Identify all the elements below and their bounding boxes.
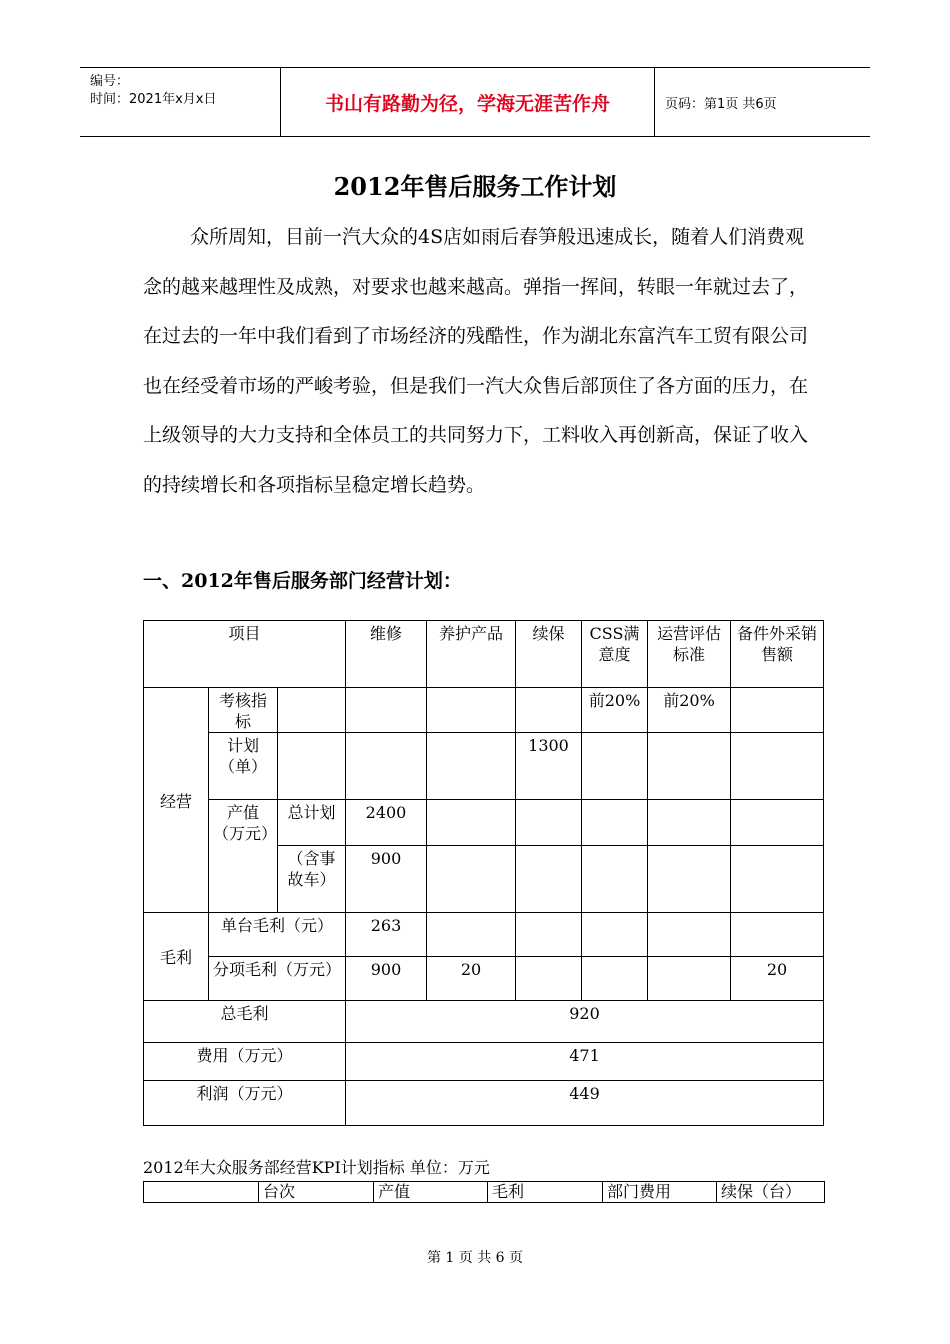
- table-row: [144, 957, 824, 1001]
- header-css: CSS满意度: [582, 621, 648, 688]
- header-meta: [80, 68, 280, 136]
- kpi-header-profit: 毛利: [488, 1182, 603, 1203]
- page-header: [80, 67, 870, 137]
- group-operation: 经营: [144, 688, 209, 913]
- document-title: 2012年售后服务工作计划: [333, 172, 617, 201]
- row-label-expense: 费用（万元）: [144, 1043, 346, 1081]
- cell-expense: 471: [346, 1043, 824, 1081]
- kpi-header-blank: [144, 1182, 259, 1203]
- cell-kpi-ops: 前20%: [648, 688, 731, 733]
- cell-item-profit-maintenance: 20: [427, 957, 516, 1001]
- row-label-unit-profit: 单台毛利（元）: [209, 913, 346, 957]
- row-label-total-profit: 总毛利: [144, 1001, 346, 1043]
- cell-profit: 449: [346, 1081, 824, 1126]
- cell-item-profit-parts: 20: [731, 957, 824, 1001]
- kpi-header-output: 产值: [374, 1182, 488, 1203]
- cell-item-profit-repair: 900: [346, 957, 427, 1001]
- table-row: [144, 1001, 824, 1043]
- kpi-caption: 2012年大众服务部经营KPI计划指标 单位：万元: [143, 1158, 490, 1177]
- header-repair: 维修: [346, 621, 427, 688]
- header-page-code: 页码：第1页 共6页: [665, 96, 777, 112]
- intro-text: 众所周知，目前一汽大众的4S店如雨后春笋般迅速成长，随着人们消费观念的越来越理性及成熟，对要求也越来越高。弹指一挥间，转眼一年就过去了，在过去的一年中我们看到了市场经济的残酷性，作为湖北东富汽车工贸有限公司也在经受着市场的严峻考验，但是我们一汽大众售后部顶住了各方面的压力，在上级领导的大力支持和全体员工的共同努力下，工料收入再创新高，保证了收入的持续增长和各项指标呈稳定增长趋势。: [143, 226, 809, 496]
- row-label-incl-accident: （含事故车）: [278, 846, 346, 913]
- page-footer: 第 1 页 共 6 页: [426, 1250, 524, 1266]
- table-row: [144, 1081, 824, 1126]
- kpi-header-count: 台次: [259, 1182, 374, 1203]
- cell-total-profit: 920: [346, 1001, 824, 1043]
- table-header-row: [144, 621, 824, 688]
- row-label-output: 产值（万元）: [209, 800, 278, 913]
- row-label-plan: 计划（单）: [209, 733, 278, 800]
- header-renewal: 续保: [516, 621, 582, 688]
- header-project: 项目: [144, 621, 346, 688]
- table-row: [144, 800, 824, 846]
- time-label: 时间：2021年x月x日: [90, 92, 217, 107]
- row-label-profit: 利润（万元）: [144, 1081, 346, 1126]
- table-row: [144, 1043, 824, 1081]
- row-label-item-profit: 分项毛利（万元）: [209, 957, 346, 1001]
- row-label-total-plan: 总计划: [278, 800, 346, 846]
- table-row: [144, 733, 824, 800]
- intro-paragraph: [143, 213, 823, 510]
- header-maintenance: 养护产品: [427, 621, 516, 688]
- table-row: [144, 913, 824, 957]
- header-parts: 备件外采销售额: [731, 621, 824, 688]
- cell-kpi-css: 前20%: [582, 688, 648, 733]
- kpi-header-renewal: 续保（台）: [717, 1182, 825, 1203]
- table-row: [144, 688, 824, 733]
- kpi-table: [143, 1181, 825, 1203]
- kpi-header-row: [144, 1182, 825, 1203]
- row-label-kpi: 考核指标: [209, 688, 278, 733]
- header-motto: 书山有路勤为径，学海无涯苦作舟: [280, 68, 655, 136]
- section-heading: 一、2012年售后服务部门经营计划：: [143, 570, 462, 592]
- business-plan-table: [143, 620, 824, 1126]
- cell-total-plan-repair: 2400: [346, 800, 427, 846]
- number-label: 编号：: [90, 74, 130, 89]
- cell-unit-profit-repair: 263: [346, 913, 427, 957]
- header-ops: 运营评估标准: [648, 621, 731, 688]
- cell-plan-renewal: 1300: [516, 733, 582, 800]
- group-gross-profit: 毛利: [144, 913, 209, 1001]
- cell-accident-repair: 900: [346, 846, 427, 913]
- kpi-header-expense: 部门费用: [603, 1182, 717, 1203]
